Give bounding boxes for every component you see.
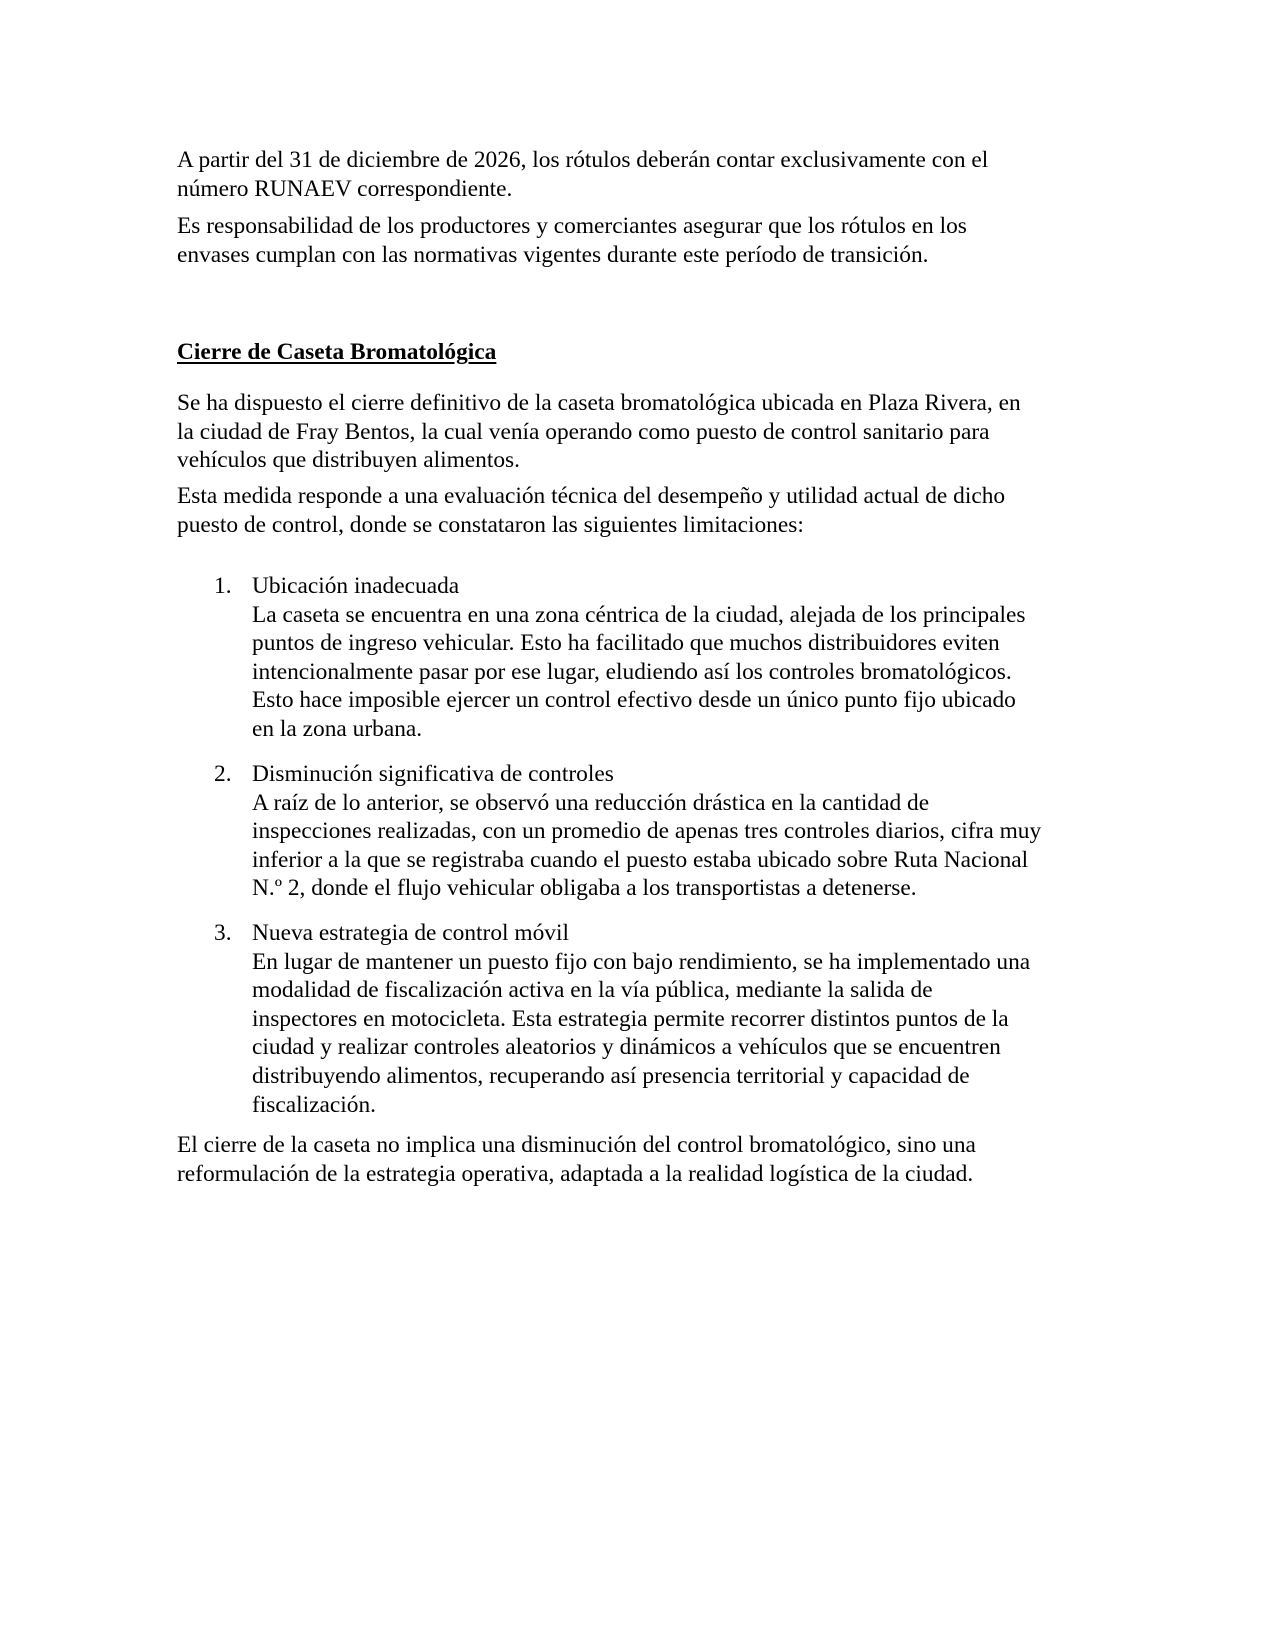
text-line: En lugar de mantener un puesto fijo con bajo rendimiento, se ha implementado una [252, 948, 1031, 975]
text-line: envases cumplan con las normativas vigentes durante este período de transición. [177, 241, 929, 268]
list-number: 1. [214, 573, 232, 599]
text-line: Es responsabilidad de los productores y comerciantes asegurar que los rótulos en los [177, 213, 967, 239]
text-line: modalidad de fiscalización activa en la vía pública, mediante la salida de [252, 977, 933, 1004]
text-line: inspecciones realizadas, con un promedio de apenas tres controles diarios, cifra muy [252, 818, 1042, 845]
text-line: intencionalmente pasar por ese lugar, eludiendo así los controles bromatológicos. [252, 658, 1012, 685]
paragraph-runaev-date [177, 146, 988, 203]
text-line: vehículos que distribuyen alimentos. [177, 447, 521, 474]
paragraph-closure-announcement [177, 389, 1021, 475]
text-line: La caseta se encuentra en una zona céntrica de la ciudad, alejada de los principales [252, 601, 1026, 628]
text-line: Esto hace imposible ejercer un control efectivo desde un único punto fijo ubicado [252, 687, 1016, 714]
text-line: número RUNAEV correspondiente. [177, 175, 513, 202]
list-item-title: Disminución significativa de controles [252, 761, 614, 787]
text-line: A raíz de lo anterior, se observó una reducción drástica en la cantidad de [252, 789, 930, 816]
text-line: en la zona urbana. [252, 715, 423, 742]
text-line: El cierre de la caseta no implica una disminución del control bromatológico, sino una [177, 1132, 976, 1158]
text-line: puesto de control, donde se constataron las siguientes limitaciones: [177, 511, 804, 538]
list-number: 3. [214, 920, 232, 946]
text-line: la ciudad de Fray Bentos, la cual venía operando como puesto de control sanitario para [177, 418, 990, 445]
text-line: Esta medida responde a una evaluación técnica del desempeño y utilidad actual de dicho [177, 483, 1006, 509]
text-line: puntos de ingreso vehicular. Esto ha facilitado que muchos distribuidores eviten [252, 630, 1000, 657]
text-line: fiscalización. [252, 1091, 377, 1118]
section-heading: Cierre de Caseta Bromatológica [177, 339, 497, 365]
text-line: A partir del 31 de diciembre de 2026, los rótulos deberán contar exclusivamente con el [177, 147, 989, 173]
list-item-title: Nueva estrategia de control móvil [252, 920, 569, 946]
text-line: distribuyendo alimentos, recuperando así presencia territorial y capacidad de [252, 1062, 970, 1089]
list-item-title: Ubicación inadecuada [252, 573, 460, 599]
text-line: Se ha dispuesto el cierre definitivo de la caseta bromatológica ubicada en Plaza Rivera, en [177, 390, 1021, 416]
list-item-body [252, 919, 1030, 1119]
list-item-body [252, 760, 1041, 903]
text-line: reformulación de la estrategia operativa, adaptada a la realidad logística de la ciudad. [177, 1160, 974, 1187]
paragraph-evaluation [177, 482, 1005, 539]
list-item-body [252, 572, 1025, 744]
text-line: ciudad y realizar controles aleatorios y dinámicos a vehículos que se encuentren [252, 1034, 1001, 1061]
text-line: N.º 2, donde el flujo vehicular obligaba a los transportistas a detenerse. [252, 875, 917, 902]
list-number: 2. [214, 761, 232, 787]
paragraph-responsibility [177, 212, 967, 269]
paragraph-closing [177, 1131, 976, 1188]
text-line: inspectores en motocicleta. Esta estrategia permite recorrer distintos puntos de la [252, 1005, 1009, 1032]
text-line: inferior a la que se registraba cuando el puesto estaba ubicado sobre Ruta Nacional [252, 846, 1029, 873]
